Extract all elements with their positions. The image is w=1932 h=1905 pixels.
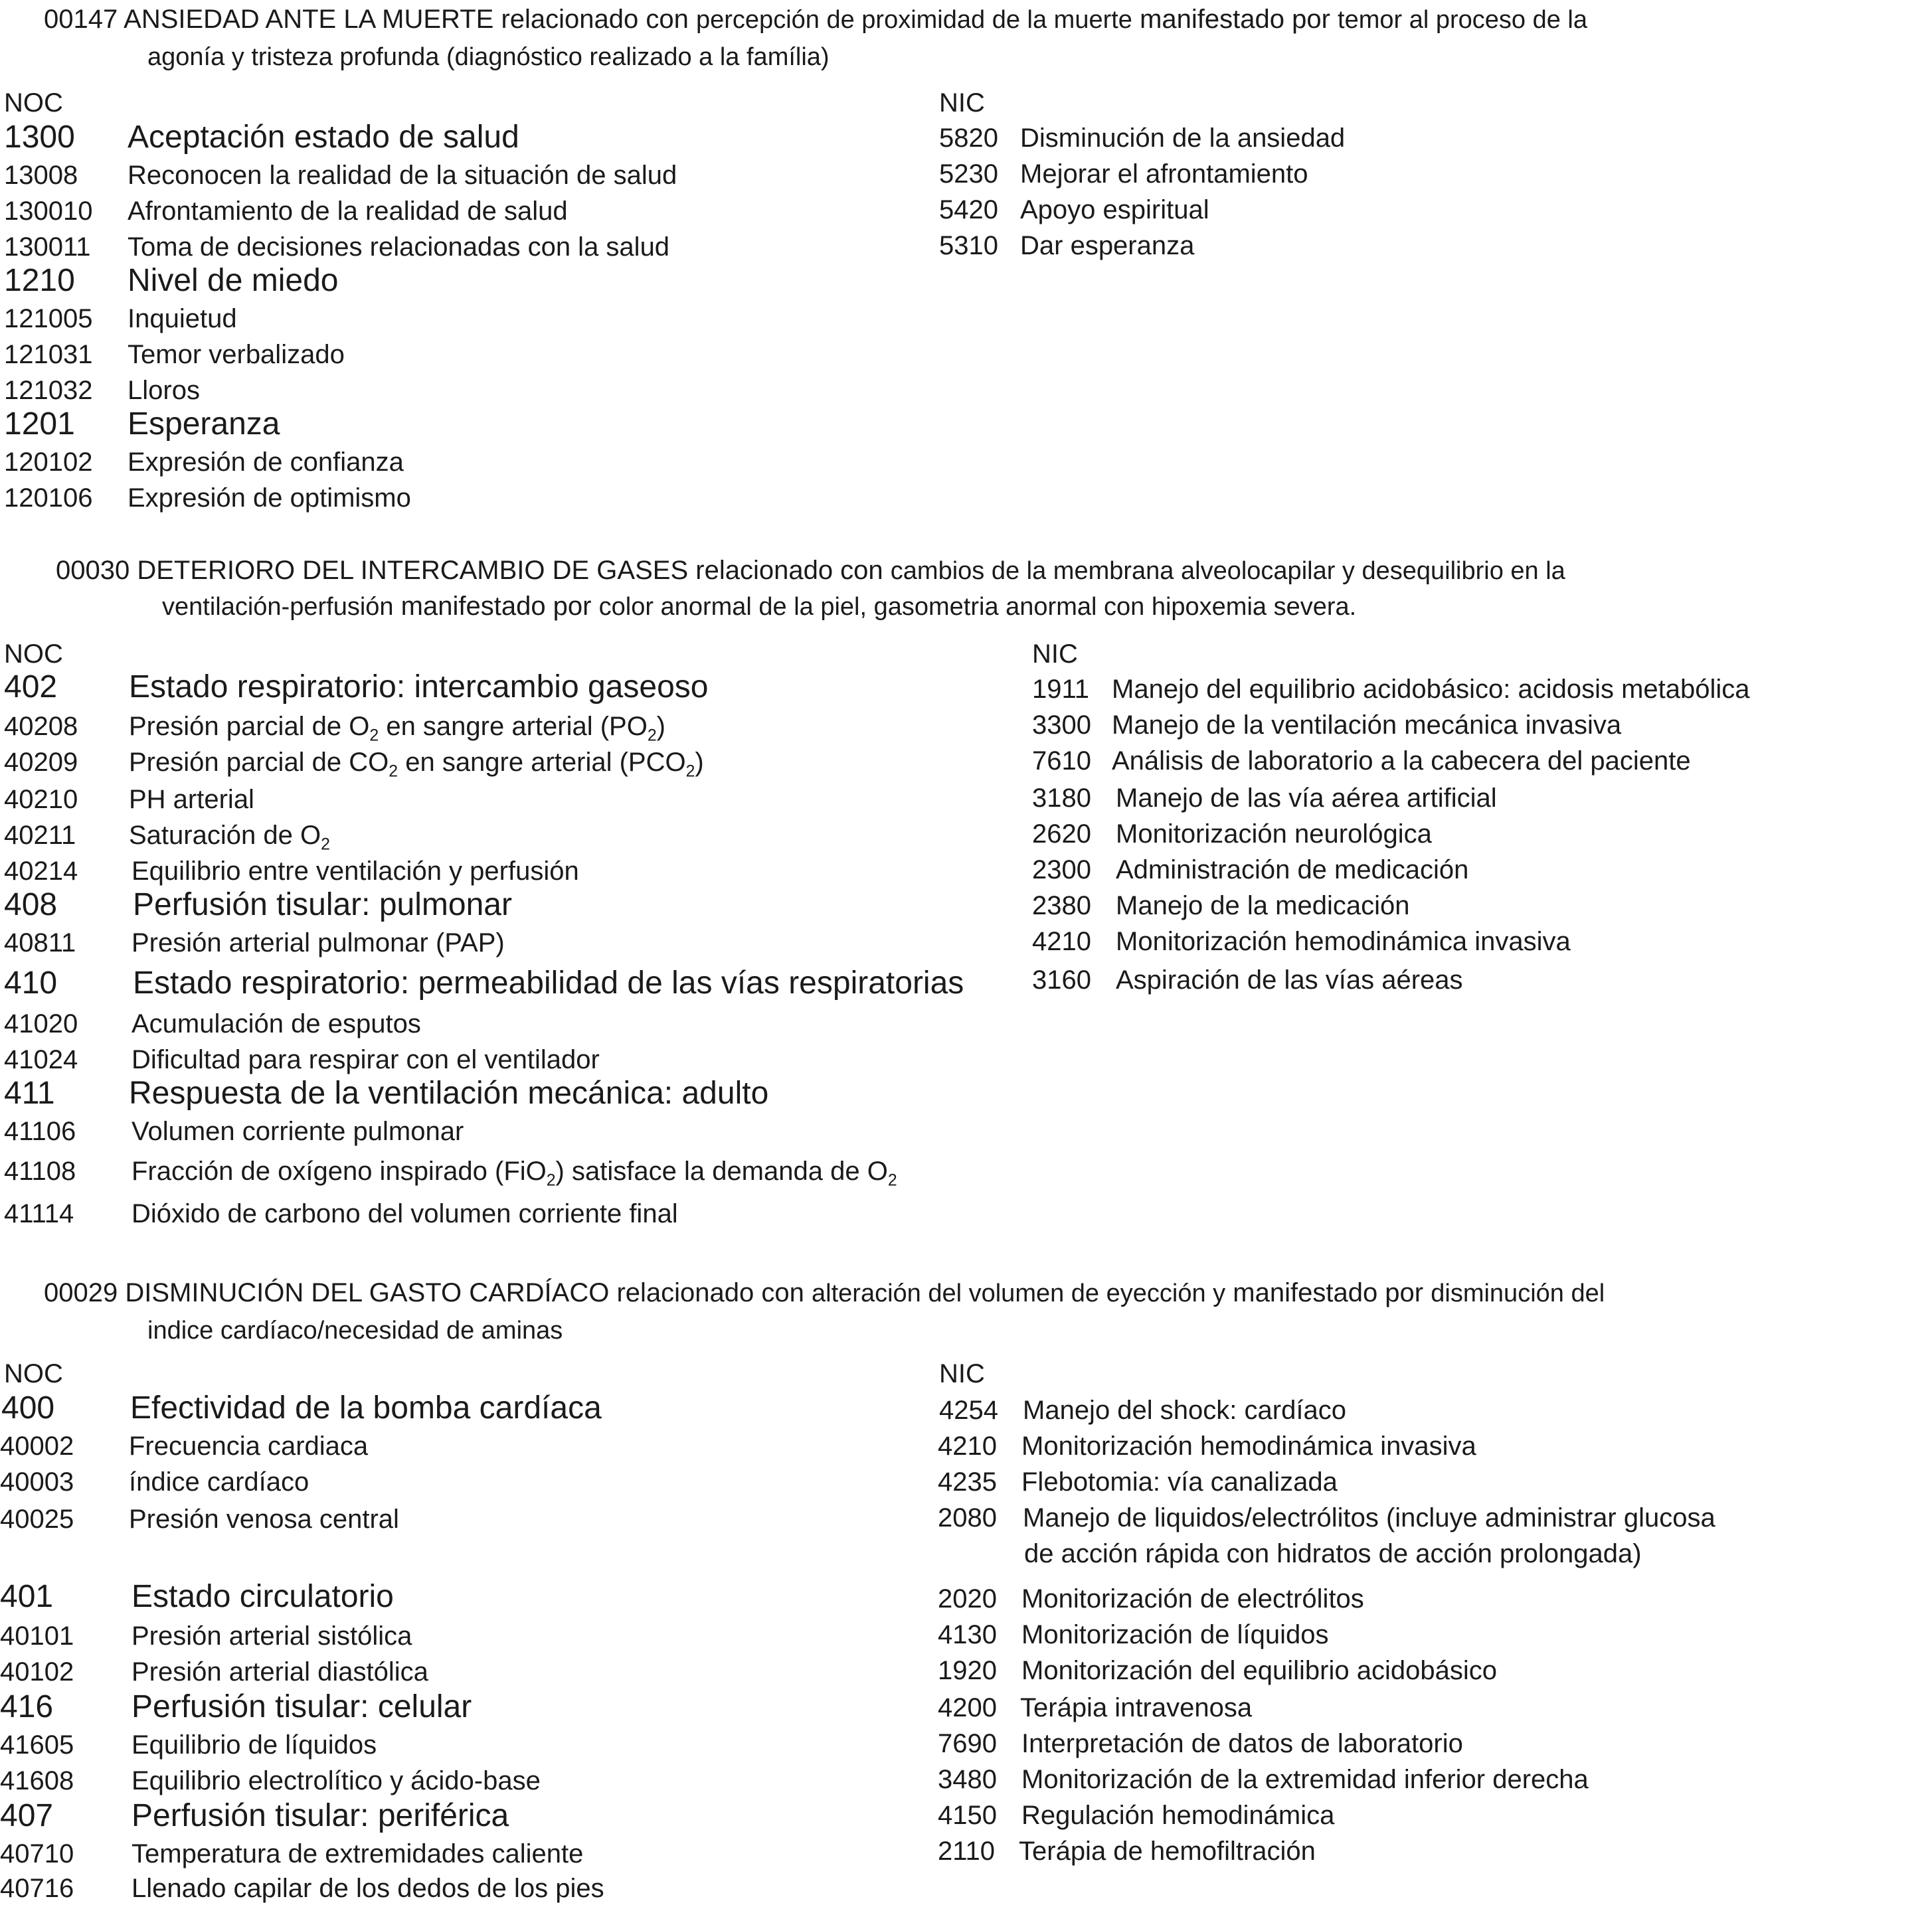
nic-header: NIC bbox=[939, 88, 985, 118]
diagnosis-title: 00029 DISMINUCIÓN DEL GASTO CARDÍACO relacionado con alteración del volumen de eyección y manifestado por disminución del bbox=[44, 1278, 1605, 1307]
diagnosis-title: 00030 DETERIORO DEL INTERCAMBIO DE GASES relacionado con cambios de la membrana alveolocapilar y desequilibrio en la bbox=[56, 556, 1565, 585]
diagnosis-title-cont: indice cardíaco/necesidad de aminas bbox=[147, 1317, 563, 1345]
noc-header: NOC bbox=[4, 639, 63, 669]
noc-header: NOC bbox=[4, 1359, 63, 1388]
nic-header: NIC bbox=[1032, 639, 1078, 669]
diagnosis-title-cont: agonía y tristeza profunda (diagnóstico realizado a la família) bbox=[147, 43, 830, 71]
diagnosis-title: 00147 ANSIEDAD ANTE LA MUERTE relacionado con percepción de proximidad de la muerte manifestado por temor al proceso de la bbox=[44, 5, 1588, 34]
noc-header: NOC bbox=[4, 88, 63, 118]
diagnosis-title-cont: ventilación-perfusión manifestado por color anormal de la piel, gasometria anormal con hipoxemia severa. bbox=[162, 592, 1357, 621]
nic-header: NIC bbox=[939, 1359, 985, 1388]
